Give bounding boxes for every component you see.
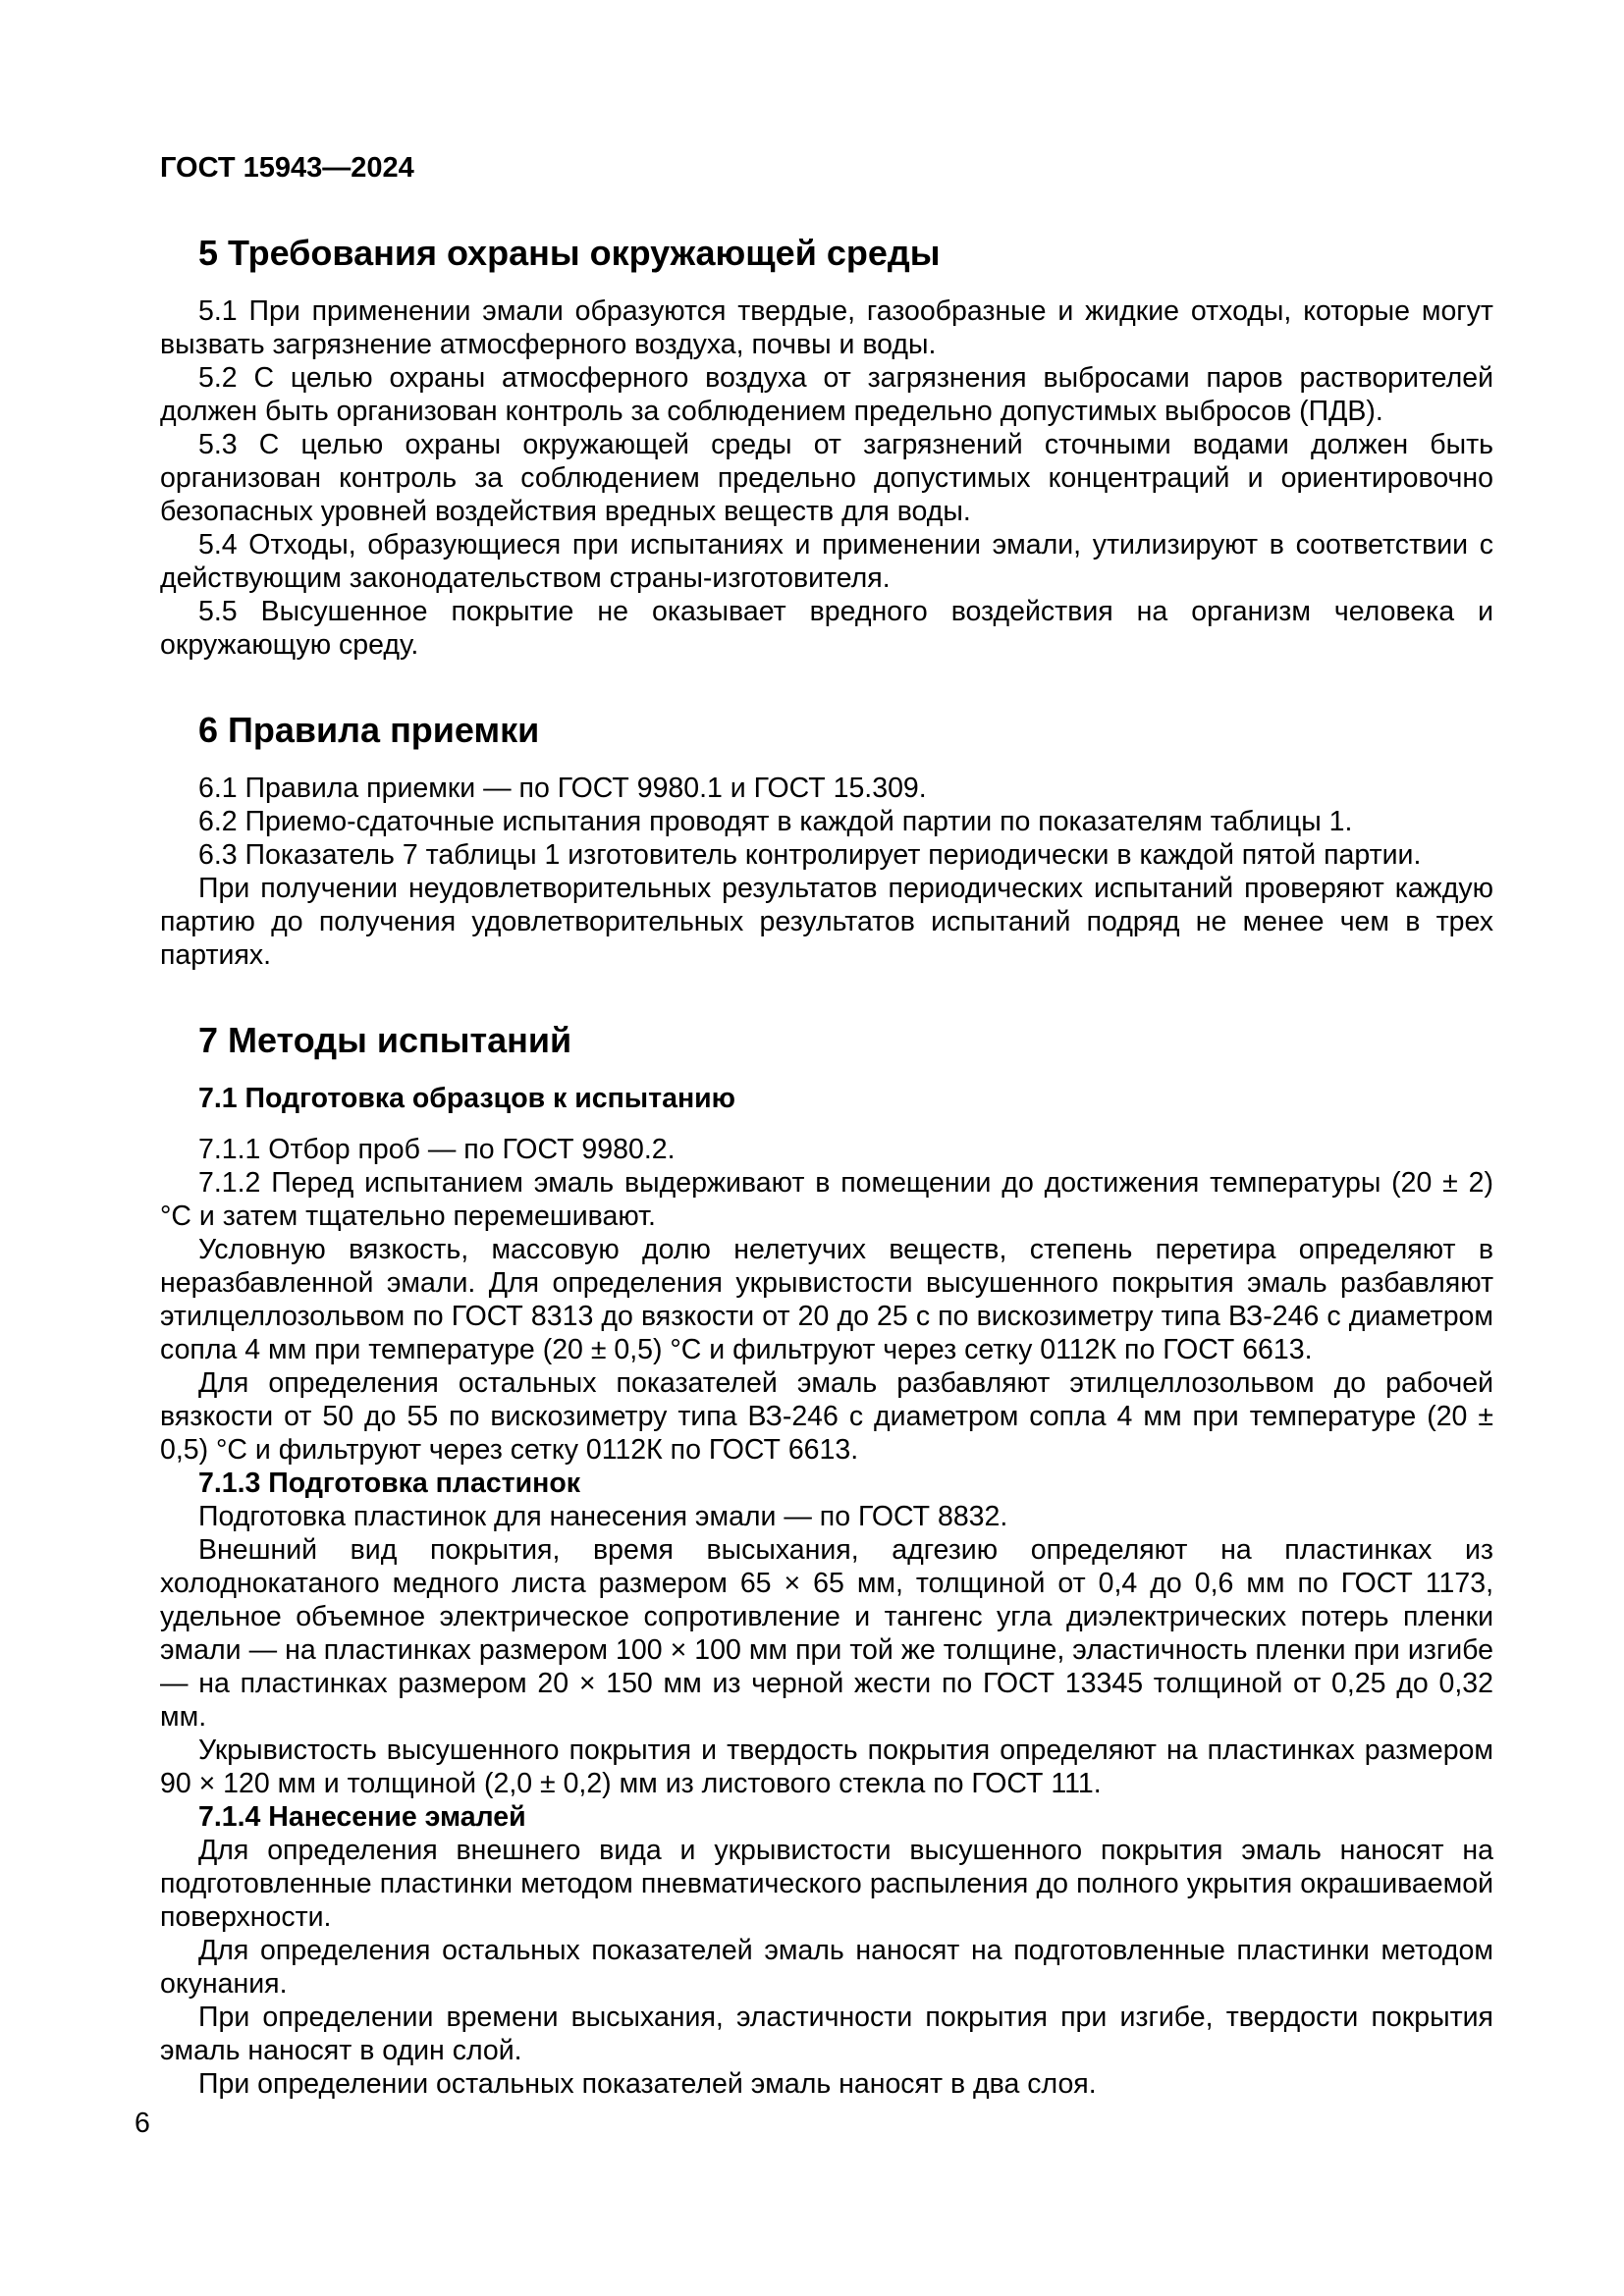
document-content	[160, 152, 1493, 2101]
section-heading: 6 Правила приемки	[198, 710, 540, 750]
paragraph: При получении неудовлетворительных результатов периодических испытаний проверяют каждую партию до получения удовлетворительных результатов испытаний подряд не менее чем в трех партиях.	[160, 873, 1493, 971]
paragraph: 7.1.3 Подготовка пластинок	[198, 1468, 581, 1499]
paragraph: 5.4 Отходы, образующиеся при испытаниях и применении эмали, утилизируют в соответствии с действующим законодательством страны-изготовителя.	[160, 529, 1493, 594]
paragraph: Внешний вид покрытия, время высыхания, адгезию определяют на пластинках из холоднокатаного медного листа размером 65 × 65 мм, толщиной от 0,4 до 0,6 мм по ГОСТ 1173, удельное объемное электрическое сопротивление и тангенс угла диэлектрических потерь пленки эмали — на пластинках размером 100 × 100 мм при той же толщине, эластичность пленки при изгибе — на пластинках размером 20 × 150 мм из черной жести по ГОСТ 13345 толщиной от 0,25 до 0,32 мм.	[160, 1534, 1493, 1733]
section-heading: 5 Требования охраны окружающей среды	[198, 233, 941, 273]
paragraph: 6.3 Показатель 7 таблицы 1 изготовитель контролирует периодически в каждой пятой партии.	[198, 839, 1422, 871]
paragraph: Условную вязкость, массовую долю нелетучих веществ, степень перетира определяют в неразбавленной эмали. Для определения укрывистости высушенного покрытия эмаль разбавляют этилцеллозольвом по ГОСТ 8313 до вязкости от 20 до 25 с по вискозиметру типа ВЗ-246 с диаметром сопла 4 мм при температуре (20 ± 0,5) °С и фильтруют через сетку 0112К по ГОСТ 6613.	[160, 1234, 1493, 1365]
paragraph: 6.1 Правила приемки — по ГОСТ 9980.1 и ГОСТ 15.309.	[198, 773, 927, 804]
paragraph: 7.1.2 Перед испытанием эмаль выдерживают в помещении до достижения температуры (20 ± 2) °С и затем тщательно перемешивают.	[160, 1167, 1493, 1232]
paragraph: 5.5 Высушенное покрытие не оказывает вредного воздействия на организм человека и окружающую среду.	[160, 596, 1493, 661]
paragraph: 6.2 Приемо-сдаточные испытания проводят в каждой партии по показателям таблицы 1.	[198, 806, 1353, 837]
paragraph: При определении времени высыхания, эластичности покрытия при изгибе, твердости покрытия эмаль наносят в один слой.	[160, 2002, 1493, 2066]
paragraph: Для определения остальных показателей эмаль наносят на подготовленные пластинки методом окунания.	[160, 1935, 1493, 2000]
section-heading: 7 Методы испытаний	[198, 1020, 572, 1060]
document-body	[160, 232, 1493, 2101]
page-number: 6	[135, 2108, 150, 2139]
paragraph: Подготовка пластинок для нанесения эмали — по ГОСТ 8832.	[198, 1501, 1008, 1532]
running-head: ГОСТ 15943—2024	[160, 152, 414, 184]
paragraph: Для определения остальных показателей эмаль разбавляют этилцеллозольвом до рабочей вязкости от 50 до 55 по вискозиметру типа ВЗ-246 с диаметром сопла 4 мм при температуре (20 ± 0,5) °С и фильтруют через сетку 0112К по ГОСТ 6613.	[160, 1367, 1493, 1466]
paragraph: Для определения внешнего вида и укрывистости высушенного покрытия эмаль наносят на подготовленные пластинки методом пневматического распыления до полного укрытия окрашиваемой поверхности.	[160, 1835, 1493, 1933]
paragraph: 5.3 С целью охраны окружающей среды от загрязнений сточными водами должен быть организован контроль за соблюдением предельно допустимых концентраций и ориентировочно безопасных уровней воздействия вредных веществ для воды.	[160, 429, 1493, 527]
paragraph: При определении остальных показателей эмаль наносят в два слоя.	[198, 2068, 1097, 2100]
paragraph: 7.1.1 Отбор проб — по ГОСТ 9980.2.	[198, 1134, 676, 1165]
paragraph: 7.1.4 Нанесение эмалей	[198, 1801, 526, 1833]
subsection-heading: 7.1 Подготовка образцов к испытанию	[198, 1083, 736, 1114]
paragraph: Укрывистость высушенного покрытия и твердость покрытия определяют на пластинках размером 90 × 120 мм и толщиной (2,0 ± 0,2) мм из листового стекла по ГОСТ 111.	[160, 1735, 1493, 1799]
paragraph: 5.1 При применении эмали образуются твердые, газообразные и жидкие отходы, которые могут вызвать загрязнение атмосферного воздуха, почвы и воды.	[160, 295, 1493, 360]
paragraph: 5.2 С целью охраны атмосферного воздуха от загрязнения выбросами паров растворителей должен быть организован контроль за соблюдением предельно допустимых выбросов (ПДВ).	[160, 362, 1493, 427]
